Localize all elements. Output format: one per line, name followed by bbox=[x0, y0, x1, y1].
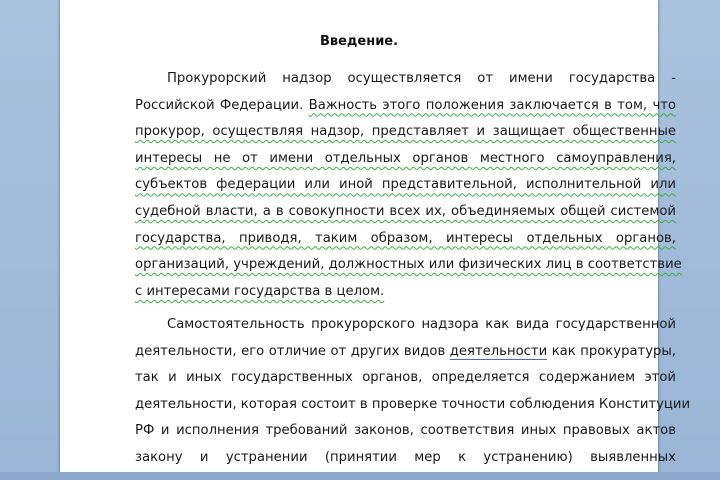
grammar-marked-text[interactable]: прокурор, осуществляя надзор, представляет и защищает общественные bbox=[135, 124, 676, 140]
text-line bbox=[135, 339, 676, 366]
grammar-marked-text[interactable]: государства, приводя, таким образом, интересы отдельных органов, bbox=[135, 230, 676, 246]
text-span: Российской Федерации. bbox=[135, 97, 309, 113]
grammar-marked-text[interactable]: с интересами государства в целом. bbox=[135, 283, 385, 299]
text-line bbox=[135, 279, 676, 306]
document-page[interactable] bbox=[60, 0, 691, 472]
text-line bbox=[135, 93, 676, 120]
text-line bbox=[135, 199, 676, 226]
text-line bbox=[135, 252, 682, 279]
grammar-marked-text[interactable]: субъектов федерации или иной представительной, исполнительной или bbox=[135, 177, 676, 193]
text-line bbox=[135, 146, 676, 173]
text-line bbox=[135, 66, 676, 93]
text-line bbox=[135, 172, 676, 199]
text-line bbox=[135, 226, 676, 253]
text-line: так и иных государственных органов, определяется содержанием этой bbox=[135, 370, 676, 386]
paragraph-1[interactable] bbox=[135, 66, 682, 305]
text-line bbox=[135, 119, 676, 146]
spelling-marked-word[interactable]: деятельности bbox=[449, 343, 548, 359]
grammar-marked-text[interactable]: организаций, учреждений, должностных или физических лиц в соответствие bbox=[135, 257, 682, 273]
text-span: деятельности, его отличие от других видов bbox=[135, 343, 446, 359]
bottom-scroll-area bbox=[0, 472, 720, 480]
text-span: Прокурорский надзор осуществляется от имени государства - bbox=[167, 71, 676, 86]
paragraph-2[interactable] bbox=[135, 312, 691, 472]
text-line: закону и устранении (принятии мер к устранению) выявленных bbox=[135, 449, 676, 465]
grammar-marked-text[interactable]: интересы не от имени отдельных органов местного самоуправления, bbox=[135, 150, 676, 166]
text-line: деятельности, которая состоит в проверке точности соблюдения Конституции bbox=[135, 396, 691, 412]
document-heading: Введение. bbox=[319, 34, 399, 49]
grammar-marked-text[interactable]: Важность этого положения заключается в том, что bbox=[308, 97, 676, 113]
grammar-marked-text[interactable]: судебной власти, а в совокупности всех их, объединяемых общей системой bbox=[135, 203, 676, 219]
text-line: РФ и исполнения требований законов, соответствия иных правовых актов bbox=[135, 423, 676, 439]
text-span: как прокуратуры, bbox=[551, 343, 676, 359]
text-line: Самостоятельность прокурорского надзора как вида государственной bbox=[167, 317, 676, 332]
